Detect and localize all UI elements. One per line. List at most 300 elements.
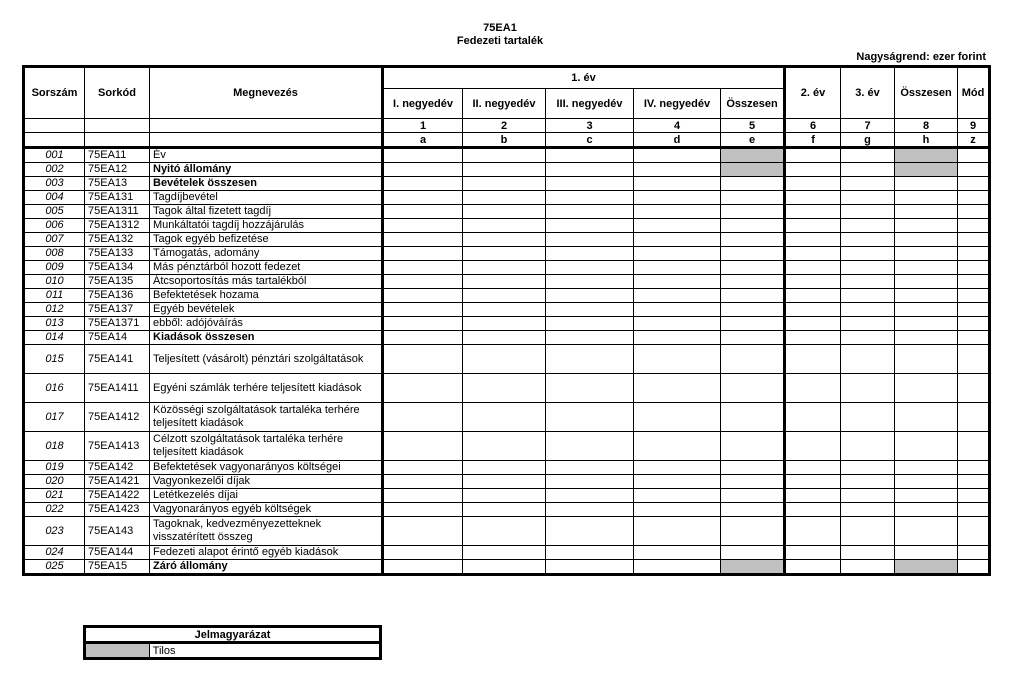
value-cell[interactable]	[546, 233, 634, 247]
value-cell[interactable]	[721, 275, 785, 289]
value-cell[interactable]	[785, 233, 841, 247]
value-cell[interactable]	[841, 475, 895, 489]
value-cell[interactable]	[463, 177, 546, 191]
value-cell[interactable]	[841, 303, 895, 317]
row-code: 75EA15	[85, 560, 150, 575]
col-header-megnevezes: Megnevezés	[150, 67, 383, 119]
value-cell[interactable]	[634, 148, 721, 163]
value-cell[interactable]	[546, 205, 634, 219]
table-row	[24, 475, 990, 489]
value-cell[interactable]	[785, 191, 841, 205]
col-header-ev2: 2. év	[785, 67, 841, 119]
col-number-7: 7	[841, 119, 895, 133]
col-header-q4: IV. negyedév	[634, 89, 721, 119]
value-cell[interactable]	[958, 163, 990, 177]
value-cell[interactable]	[383, 517, 463, 546]
row-code: 75EA134	[85, 261, 150, 275]
value-cell[interactable]	[895, 403, 958, 432]
row-code: 75EA12	[85, 163, 150, 177]
value-cell[interactable]	[463, 219, 546, 233]
row-code: 75EA136	[85, 289, 150, 303]
value-cell[interactable]	[785, 432, 841, 461]
value-cell[interactable]	[958, 403, 990, 432]
value-cell[interactable]	[895, 546, 958, 560]
value-cell[interactable]	[785, 289, 841, 303]
value-cell[interactable]	[634, 163, 721, 177]
value-cell[interactable]	[721, 331, 785, 345]
value-cell[interactable]	[841, 261, 895, 275]
value-cell[interactable]	[958, 517, 990, 546]
value-cell[interactable]	[785, 517, 841, 546]
value-cell[interactable]	[463, 546, 546, 560]
value-cell[interactable]	[895, 177, 958, 191]
value-cell[interactable]	[463, 317, 546, 331]
form-title: Fedezeti tartalék	[456, 35, 544, 47]
value-cell[interactable]	[463, 345, 546, 374]
value-cell[interactable]	[546, 275, 634, 289]
value-cell[interactable]	[895, 517, 958, 546]
value-cell[interactable]	[383, 345, 463, 374]
value-cell[interactable]	[895, 374, 958, 403]
value-cell[interactable]	[383, 275, 463, 289]
value-cell[interactable]	[463, 148, 546, 163]
value-cell[interactable]	[463, 403, 546, 432]
value-cell[interactable]	[634, 177, 721, 191]
value-cell[interactable]	[958, 560, 990, 575]
value-cell[interactable]	[841, 219, 895, 233]
value-cell[interactable]	[383, 261, 463, 275]
table-row	[24, 461, 990, 475]
col-number-5: 5	[721, 119, 785, 133]
value-cell[interactable]	[841, 191, 895, 205]
value-cell[interactable]	[895, 475, 958, 489]
reserve-table	[22, 65, 991, 576]
value-cell[interactable]	[958, 503, 990, 517]
value-cell[interactable]	[634, 403, 721, 432]
value-cell[interactable]	[721, 247, 785, 261]
value-cell[interactable]	[546, 475, 634, 489]
value-cell[interactable]	[546, 461, 634, 475]
value-cell[interactable]	[895, 345, 958, 374]
value-cell[interactable]	[721, 177, 785, 191]
table-row	[24, 432, 990, 461]
value-cell[interactable]	[383, 219, 463, 233]
value-cell[interactable]	[463, 503, 546, 517]
value-cell[interactable]	[463, 191, 546, 205]
value-cell[interactable]	[785, 275, 841, 289]
row-code: 75EA14	[85, 331, 150, 345]
row-label: Vagyonarányos egyéb költségek	[150, 503, 383, 517]
value-cell[interactable]	[463, 475, 546, 489]
value-cell[interactable]	[958, 374, 990, 403]
value-cell[interactable]	[721, 289, 785, 303]
value-cell[interactable]	[895, 331, 958, 345]
value-cell[interactable]	[546, 289, 634, 303]
value-cell[interactable]	[383, 489, 463, 503]
value-cell[interactable]	[785, 219, 841, 233]
col-letter-9: z	[958, 133, 990, 148]
value-cell[interactable]	[958, 303, 990, 317]
value-cell[interactable]	[958, 233, 990, 247]
value-cell[interactable]	[463, 289, 546, 303]
row-number: 004	[24, 191, 85, 205]
value-cell[interactable]	[721, 261, 785, 275]
value-cell[interactable]	[841, 317, 895, 331]
value-cell[interactable]	[958, 317, 990, 331]
value-cell[interactable]	[463, 461, 546, 475]
value-cell[interactable]	[785, 546, 841, 560]
forbidden-cell	[721, 163, 785, 177]
header-spacer	[150, 119, 383, 133]
value-cell[interactable]	[785, 163, 841, 177]
value-cell[interactable]	[383, 247, 463, 261]
col-header-q3: III. negyedév	[546, 89, 634, 119]
value-cell[interactable]	[546, 374, 634, 403]
value-cell[interactable]	[463, 163, 546, 177]
value-cell[interactable]	[721, 303, 785, 317]
value-cell[interactable]	[634, 432, 721, 461]
value-cell[interactable]	[383, 503, 463, 517]
value-cell[interactable]	[383, 177, 463, 191]
value-cell[interactable]	[721, 205, 785, 219]
row-label: Tagdíjbevétel	[150, 191, 383, 205]
value-cell[interactable]	[383, 374, 463, 403]
value-cell[interactable]	[546, 489, 634, 503]
row-number: 022	[24, 503, 85, 517]
row-label: Fedezeti alapot érintő egyéb kiadások	[150, 546, 383, 560]
value-cell[interactable]	[958, 275, 990, 289]
value-cell[interactable]	[895, 489, 958, 503]
value-cell[interactable]	[841, 233, 895, 247]
row-label: Kiadások összesen	[150, 331, 383, 345]
value-cell[interactable]	[634, 517, 721, 546]
value-cell[interactable]	[463, 517, 546, 546]
value-cell[interactable]	[383, 560, 463, 575]
value-cell[interactable]	[785, 261, 841, 275]
value-cell[interactable]	[546, 261, 634, 275]
value-cell[interactable]	[841, 432, 895, 461]
col-number-3: 3	[546, 119, 634, 133]
value-cell[interactable]	[785, 345, 841, 374]
value-cell[interactable]	[721, 403, 785, 432]
value-cell[interactable]	[546, 148, 634, 163]
row-number: 006	[24, 219, 85, 233]
value-cell[interactable]	[785, 503, 841, 517]
value-cell[interactable]	[634, 303, 721, 317]
value-cell[interactable]	[841, 489, 895, 503]
value-cell[interactable]	[383, 432, 463, 461]
row-number: 007	[24, 233, 85, 247]
value-cell[interactable]	[841, 403, 895, 432]
value-cell[interactable]	[895, 191, 958, 205]
row-code: 75EA144	[85, 546, 150, 560]
row-code: 75EA1411	[85, 374, 150, 403]
value-cell[interactable]	[841, 517, 895, 546]
col-number-4: 4	[634, 119, 721, 133]
value-cell[interactable]	[958, 546, 990, 560]
value-cell[interactable]	[463, 261, 546, 275]
value-cell[interactable]	[463, 205, 546, 219]
value-cell[interactable]	[841, 247, 895, 261]
table-row	[24, 247, 990, 261]
row-number: 008	[24, 247, 85, 261]
value-cell[interactable]	[721, 432, 785, 461]
value-cell[interactable]	[634, 261, 721, 275]
row-number: 012	[24, 303, 85, 317]
value-cell[interactable]	[634, 560, 721, 575]
value-cell[interactable]	[785, 489, 841, 503]
row-number: 002	[24, 163, 85, 177]
row-label: Letétkezelés díjai	[150, 489, 383, 503]
value-cell[interactable]	[634, 503, 721, 517]
value-cell[interactable]	[721, 374, 785, 403]
value-cell[interactable]	[546, 317, 634, 331]
value-cell[interactable]	[785, 331, 841, 345]
col-number-9: 9	[958, 119, 990, 133]
value-cell[interactable]	[546, 247, 634, 261]
col-header-mod: Mód	[958, 67, 990, 119]
row-number: 019	[24, 461, 85, 475]
value-cell[interactable]	[895, 432, 958, 461]
value-cell[interactable]	[895, 247, 958, 261]
value-cell[interactable]	[958, 177, 990, 191]
row-label: ebből: adójóváírás	[150, 317, 383, 331]
value-cell[interactable]	[841, 163, 895, 177]
value-cell[interactable]	[546, 432, 634, 461]
value-cell[interactable]	[383, 148, 463, 163]
value-cell[interactable]	[383, 331, 463, 345]
row-label: Tagok által fizetett tagdíj	[150, 205, 383, 219]
value-cell[interactable]	[721, 345, 785, 374]
value-cell[interactable]	[958, 148, 990, 163]
value-cell[interactable]	[721, 475, 785, 489]
value-cell[interactable]	[958, 331, 990, 345]
value-cell[interactable]	[958, 461, 990, 475]
value-cell[interactable]	[841, 345, 895, 374]
value-cell[interactable]	[546, 191, 634, 205]
value-cell[interactable]	[958, 489, 990, 503]
value-cell[interactable]	[634, 289, 721, 303]
value-cell[interactable]	[958, 219, 990, 233]
value-cell[interactable]	[841, 148, 895, 163]
value-cell[interactable]	[383, 289, 463, 303]
value-cell[interactable]	[895, 219, 958, 233]
value-cell[interactable]	[958, 247, 990, 261]
row-label: Átcsoportosítás más tartalékból	[150, 275, 383, 289]
row-code: 75EA141	[85, 345, 150, 374]
value-cell[interactable]	[634, 191, 721, 205]
value-cell[interactable]	[546, 219, 634, 233]
legend-table	[83, 625, 382, 660]
col-header-osszesen2: Összesen	[895, 67, 958, 119]
value-cell[interactable]	[841, 331, 895, 345]
value-cell[interactable]	[721, 489, 785, 503]
value-cell[interactable]	[958, 205, 990, 219]
value-cell[interactable]	[463, 303, 546, 317]
value-cell[interactable]	[721, 219, 785, 233]
table-row	[24, 403, 990, 432]
value-cell[interactable]	[895, 261, 958, 275]
form-code: 75EA1	[483, 22, 517, 34]
value-cell[interactable]	[463, 432, 546, 461]
value-cell[interactable]	[785, 403, 841, 432]
value-cell[interactable]	[895, 317, 958, 331]
value-cell[interactable]	[721, 317, 785, 331]
value-cell[interactable]	[463, 331, 546, 345]
value-cell[interactable]	[785, 148, 841, 163]
table-row	[24, 219, 990, 233]
value-cell[interactable]	[383, 191, 463, 205]
row-code: 75EA11	[85, 148, 150, 163]
table-row	[24, 303, 990, 317]
value-cell[interactable]	[634, 317, 721, 331]
value-cell[interactable]	[785, 560, 841, 575]
value-cell[interactable]	[634, 461, 721, 475]
value-cell[interactable]	[895, 461, 958, 475]
value-cell[interactable]	[383, 461, 463, 475]
col-letter-1: a	[383, 133, 463, 148]
value-cell[interactable]	[958, 261, 990, 275]
col-number-8: 8	[895, 119, 958, 133]
value-cell[interactable]	[841, 374, 895, 403]
row-code: 75EA131	[85, 191, 150, 205]
row-code: 75EA135	[85, 275, 150, 289]
value-cell[interactable]	[546, 546, 634, 560]
value-cell[interactable]	[634, 233, 721, 247]
value-cell[interactable]	[785, 177, 841, 191]
value-cell[interactable]	[383, 303, 463, 317]
value-cell[interactable]	[841, 546, 895, 560]
value-cell[interactable]	[634, 247, 721, 261]
value-cell[interactable]	[895, 303, 958, 317]
value-cell[interactable]	[841, 275, 895, 289]
value-cell[interactable]	[546, 177, 634, 191]
row-code: 75EA137	[85, 303, 150, 317]
value-cell[interactable]	[841, 503, 895, 517]
col-header-sorszam: Sorszám	[24, 67, 85, 119]
value-cell[interactable]	[721, 191, 785, 205]
row-label: Záró állomány	[150, 560, 383, 575]
value-cell[interactable]	[785, 374, 841, 403]
value-cell[interactable]	[841, 289, 895, 303]
value-cell[interactable]	[895, 233, 958, 247]
table-row	[24, 517, 990, 546]
value-cell[interactable]	[841, 560, 895, 575]
table-row	[24, 331, 990, 345]
value-cell[interactable]	[785, 247, 841, 261]
value-cell[interactable]	[958, 432, 990, 461]
row-label: Munkáltatói tagdíj hozzájárulás	[150, 219, 383, 233]
value-cell[interactable]	[463, 560, 546, 575]
value-cell[interactable]	[383, 403, 463, 432]
value-cell[interactable]	[463, 275, 546, 289]
value-cell[interactable]	[634, 275, 721, 289]
value-cell[interactable]	[634, 219, 721, 233]
value-cell[interactable]	[546, 517, 634, 546]
value-cell[interactable]	[721, 461, 785, 475]
value-cell[interactable]	[958, 289, 990, 303]
value-cell[interactable]	[895, 275, 958, 289]
value-cell[interactable]	[634, 205, 721, 219]
value-cell[interactable]	[895, 289, 958, 303]
col-letter-3: c	[546, 133, 634, 148]
value-cell[interactable]	[383, 163, 463, 177]
row-number: 018	[24, 432, 85, 461]
table-row	[24, 275, 990, 289]
value-cell[interactable]	[721, 233, 785, 247]
value-cell[interactable]	[383, 205, 463, 219]
value-cell[interactable]	[546, 503, 634, 517]
table-row	[24, 289, 990, 303]
value-cell[interactable]	[785, 205, 841, 219]
value-cell[interactable]	[841, 205, 895, 219]
value-cell[interactable]	[634, 331, 721, 345]
row-number: 017	[24, 403, 85, 432]
row-label: Teljesített (vásárolt) pénztári szolgáltatások	[150, 345, 383, 374]
value-cell[interactable]	[546, 560, 634, 575]
value-cell[interactable]	[383, 233, 463, 247]
row-label: Célzott szolgáltatások tartaléka terhére teljesített kiadások	[150, 432, 383, 461]
value-cell[interactable]	[546, 403, 634, 432]
forbidden-cell	[721, 560, 785, 575]
value-cell[interactable]	[634, 374, 721, 403]
value-cell[interactable]	[463, 374, 546, 403]
value-cell[interactable]	[785, 461, 841, 475]
value-cell[interactable]	[634, 475, 721, 489]
value-cell[interactable]	[634, 546, 721, 560]
value-cell[interactable]	[785, 475, 841, 489]
value-cell[interactable]	[383, 475, 463, 489]
value-cell[interactable]	[721, 517, 785, 546]
value-cell[interactable]	[463, 233, 546, 247]
value-cell[interactable]	[841, 461, 895, 475]
value-cell[interactable]	[383, 317, 463, 331]
table-row	[24, 148, 990, 163]
value-cell[interactable]	[785, 303, 841, 317]
value-cell[interactable]	[721, 546, 785, 560]
value-cell[interactable]	[546, 345, 634, 374]
col-header-q2: II. negyedév	[463, 89, 546, 119]
value-cell[interactable]	[546, 163, 634, 177]
value-cell[interactable]	[895, 205, 958, 219]
table-row	[24, 345, 990, 374]
header-spacer	[24, 119, 85, 133]
value-cell[interactable]	[895, 503, 958, 517]
col-number-2: 2	[463, 119, 546, 133]
value-cell[interactable]	[463, 489, 546, 503]
value-cell[interactable]	[841, 177, 895, 191]
value-cell[interactable]	[634, 489, 721, 503]
value-cell[interactable]	[546, 303, 634, 317]
table-row	[24, 546, 990, 560]
col-letter-8: h	[895, 133, 958, 148]
value-cell[interactable]	[958, 475, 990, 489]
value-cell[interactable]	[785, 317, 841, 331]
col-number-6: 6	[785, 119, 841, 133]
row-code: 75EA1423	[85, 503, 150, 517]
value-cell[interactable]	[634, 345, 721, 374]
value-cell[interactable]	[463, 247, 546, 261]
value-cell[interactable]	[958, 345, 990, 374]
value-cell[interactable]	[958, 191, 990, 205]
value-cell[interactable]	[383, 546, 463, 560]
row-number: 023	[24, 517, 85, 546]
legend-title: Jelmagyarázat	[85, 627, 381, 643]
value-cell[interactable]	[721, 503, 785, 517]
value-cell[interactable]	[546, 331, 634, 345]
table-row	[24, 560, 990, 575]
header-spacer	[24, 133, 85, 148]
